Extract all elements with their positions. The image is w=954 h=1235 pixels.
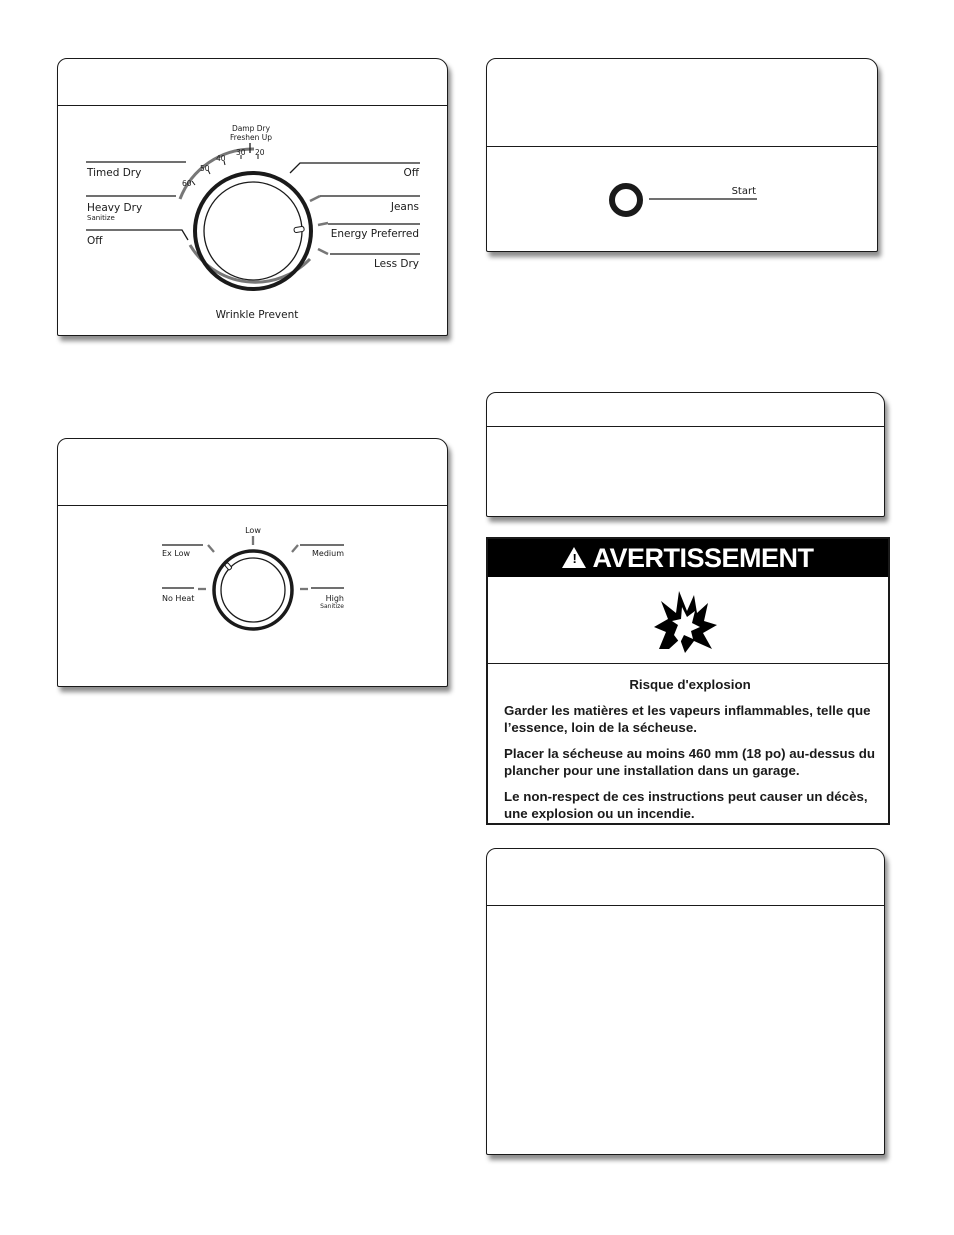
warning-paragraph-3: Le non-respect de ces instructions peut causer un décès, une explosion ou un incendie.	[504, 789, 868, 821]
warning-paragraph-2: Placer la sécheuse au moins 460 mm (18 po) au-dessus du plancher pour une installation dans un garage.	[504, 746, 875, 778]
empty-panel	[486, 392, 885, 517]
explosion-symbol	[488, 577, 888, 664]
time-50-label: 50	[200, 164, 210, 173]
no-heat-label: No Heat	[162, 594, 195, 603]
temperature-dial-graphic	[58, 439, 447, 686]
risk-heading: Risque d'explosion	[629, 677, 751, 692]
freshen-up-label: Freshen Up	[230, 133, 272, 142]
damp-dry-label: Damp Dry	[231, 124, 271, 133]
energy-preferred-label: Energy Preferred	[330, 228, 419, 240]
temperature-panel	[57, 438, 448, 687]
warning-triangle-icon: !	[562, 547, 586, 568]
explosion-icon	[488, 577, 888, 663]
start-panel	[486, 58, 878, 252]
medium-label: Medium	[312, 549, 344, 558]
warning-box	[486, 537, 890, 825]
high-sanitize-label: Sanitize	[320, 603, 344, 610]
empty-panel-large	[486, 848, 885, 1155]
sanitize-label: Sanitize	[87, 214, 115, 222]
time-40-label: 40	[216, 154, 226, 163]
ex-low-label: Ex Low	[162, 549, 191, 558]
heavy-dry-label: Heavy Dry	[87, 202, 143, 214]
off-right-label: Off	[403, 167, 419, 179]
jeans-label: Jeans	[390, 201, 419, 213]
start-graphic	[487, 59, 877, 251]
warning-body	[504, 676, 876, 831]
less-dry-label: Less Dry	[373, 258, 419, 270]
high-label: High	[325, 594, 344, 603]
warning-title: AVERTISSEMENT	[592, 542, 814, 573]
warning-paragraph-1: Garder les matières et les vapeurs inflammables, telle que l’essence, loin de la sécheuse.	[504, 703, 871, 735]
start-button[interactable]	[612, 186, 640, 214]
timed-dry-label: Timed Dry	[87, 167, 142, 179]
low-label: Low	[245, 526, 261, 535]
cycle-dial-graphic	[58, 59, 447, 335]
empty-panel-header	[487, 393, 884, 427]
cycle-panel	[57, 58, 448, 336]
start-label: Start	[731, 186, 756, 197]
wrinkle-prevent-label: Wrinkle Prevent	[215, 309, 299, 321]
time-20-label: 20	[255, 148, 265, 157]
off-left-label: Off	[87, 235, 103, 247]
time-60-label: 60	[182, 179, 192, 188]
empty-panel-large-header	[487, 849, 884, 906]
time-30-label: 30	[236, 148, 246, 157]
warning-header	[488, 539, 888, 577]
